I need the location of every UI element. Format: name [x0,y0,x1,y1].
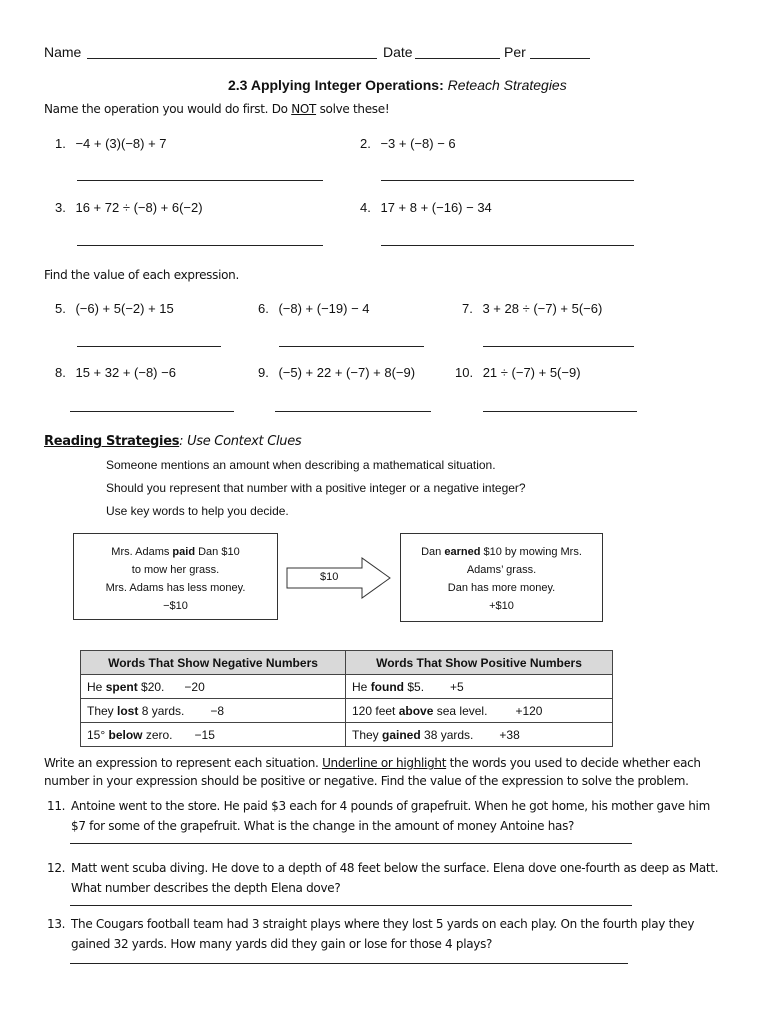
problem-1 [55,136,167,151]
right-box-line-4: +$10 [489,600,514,612]
period-field[interactable] [530,58,590,59]
word-problem-13 [47,914,727,954]
instruction-text-end: the words you used to decide whether each [446,756,701,770]
negative-header: Words That Show Negative Numbers [81,651,346,675]
reading-heading-title: Reading Strategies [44,434,180,449]
left-box-keyword: paid [172,546,196,558]
word-problem-12 [47,858,727,898]
table-row [81,723,613,747]
table-row [81,675,613,699]
reading-line-3: Use key words to help you decide. [106,504,289,518]
arrow-shape [287,558,390,598]
positive-cell [346,699,613,723]
reading-heading [44,433,301,449]
answer-line-10[interactable] [483,411,637,412]
problem-text: Matt went scuba diving. He dove to a depth of 48 feet below the surface. Elena dove one-fourth as deep as Matt. What number describes the depth Elena dove? [71,861,719,895]
answer-line-12[interactable] [70,905,632,906]
problem-10 [455,365,581,380]
problem-text: The Cougars football team had 3 straight plays where they lost 5 yards on each play. On the fourth play they gained 32 yards. How many yards did they gain or lose for those 4 plays? [71,917,695,951]
page-title [228,77,567,93]
name-field[interactable] [87,58,377,59]
answer-line-2[interactable] [381,180,634,181]
cell-value: −20 [184,679,205,694]
positive-cell [346,723,613,747]
problem-expression: (−5) + 22 + (−7) + 8(−9) [278,365,416,380]
instruction-text: Name the operation you would do first. Do [44,102,292,116]
per-label: Per [504,44,526,60]
table-row [81,699,613,723]
problem-expression: (−6) + 5(−2) + 15 [75,301,174,316]
cell-value: +5 [450,679,464,694]
cell-text: He [352,679,371,694]
problem-6 [258,301,370,316]
answer-line-4[interactable] [381,245,634,246]
reading-heading-sub: : Use Context Clues [179,434,302,449]
cell-value: −8 [210,703,225,718]
problem-3 [55,200,203,215]
instruction-text: Write an expression to represent each situation. [44,756,323,770]
cell-text: 15° [87,727,109,742]
answer-line-7[interactable] [483,346,634,347]
problem-expression: 15 + 32 + (−8) −6 [75,365,176,380]
problem-expression: −3 + (−8) − 6 [380,136,456,151]
positive-header: Words That Show Positive Numbers [346,651,613,675]
word-problem-11 [47,796,727,836]
cell-keyword: spent [105,679,138,694]
problem-text: Antoine went to the store. He paid $3 each for 4 pounds of grapefruit. When he got home, his mother gave him $7 for some of the grapefruit. What is the change in the amount of money Antoine has? [71,799,710,833]
problem-number: 11. [47,799,66,813]
left-box-text-end: Dan $10 [195,546,240,558]
cell-text-end: 8 yards. [138,703,185,718]
problem-expression: 3 + 28 ÷ (−7) + 5(−6) [482,301,603,316]
answer-line-9[interactable] [275,411,431,412]
problem-number: 10. [455,365,474,380]
instruction-not: NOT [291,102,317,116]
positive-cell [346,675,613,699]
example-left-box [73,533,278,620]
reading-line-1: Someone mentions an amount when describing a mathematical situation. [106,458,496,472]
cell-text-end: zero. [142,727,173,742]
right-box-line-3: Dan has more money. [447,582,556,594]
problem-expression: (−8) + (−19) − 4 [278,301,370,316]
answer-line-5[interactable] [77,346,221,347]
cell-value: +38 [499,727,520,742]
answer-line-11[interactable] [70,843,632,844]
cell-text-end: sea level. [433,703,488,718]
section3-instruction-line-2: number in your expression should be positive or negative. Find the value of the expression to solve the problem. [44,774,689,788]
date-label: Date [383,44,413,60]
cell-text: They [352,727,383,742]
problem-number: 9. [258,365,269,380]
answer-line-8[interactable] [70,411,234,412]
problem-number: 6. [258,301,269,316]
problem-number: 12. [47,861,66,875]
cell-keyword: below [108,727,143,742]
problem-9 [258,365,415,380]
left-box-line-3: Mrs. Adams has less money. [105,582,246,594]
cell-text-end: $20. [137,679,165,694]
name-label: Name [44,44,82,60]
instruction-text-end: solve these! [316,102,390,116]
right-box-line-1 [401,543,602,561]
cell-value: −15 [194,727,215,742]
answer-line-1[interactable] [77,180,323,181]
problem-number: 4. [360,200,371,215]
problem-2 [360,136,456,151]
left-box-line-4: −$10 [163,600,188,612]
table-header-row [81,651,613,675]
problem-4 [360,200,492,215]
problem-7 [462,301,602,316]
problem-expression: 17 + 8 + (−16) − 34 [380,200,492,215]
left-box-line-1 [74,543,277,561]
problem-expression: 21 ÷ (−7) + 5(−9) [482,365,581,380]
problem-number: 5. [55,301,66,316]
problem-number: 8. [55,365,66,380]
problem-number: 2. [360,136,371,151]
cell-text-end: $5. [404,679,425,694]
negative-cell [81,675,346,699]
section2-instruction: Find the value of each expression. [44,268,239,282]
instruction-underline: Underline or highlight [322,756,447,770]
problem-expression: 16 + 72 ÷ (−8) + 6(−2) [75,200,203,215]
keywords-table [80,650,613,747]
section3-instruction-line-1 [44,756,701,770]
problem-number: 7. [462,301,473,316]
right-box-text-end: $10 by mowing Mrs. [480,546,582,558]
answer-line-6[interactable] [279,346,424,347]
right-box-line-2: Adams’ grass. [466,564,537,576]
cell-keyword: above [398,703,434,718]
problem-5 [55,301,174,316]
right-box-text: Dan [421,546,445,558]
cell-keyword: gained [382,727,421,742]
problem-expression: −4 + (3)(−8) + 7 [75,136,167,151]
negative-cell [81,699,346,723]
problem-number: 1. [55,136,66,151]
title-sub: Reteach Strategies [447,77,567,93]
cell-keyword: found [370,679,405,694]
left-box-line-2: to mow her grass. [131,564,220,576]
title-main: 2.3 Applying Integer Operations: [228,77,444,93]
cell-value: +120 [515,703,543,718]
transfer-arrow [286,557,392,599]
cell-text-end: 38 yards. [420,727,474,742]
right-box-keyword: earned [444,546,481,558]
cell-text: They [87,703,118,718]
cell-keyword: lost [117,703,139,718]
problem-number: 13. [47,917,66,931]
problem-number: 3. [55,200,66,215]
negative-cell [81,723,346,747]
problem-8 [55,365,176,380]
date-field[interactable] [415,58,500,59]
cell-text: He [87,679,106,694]
arrow-label: $10 [320,571,339,583]
cell-text: 120 feet [352,703,399,718]
example-right-box [400,533,603,622]
answer-line-3[interactable] [77,245,323,246]
left-box-text: Mrs. Adams [111,546,173,558]
section1-instruction [44,102,389,116]
reading-line-2: Should you represent that number with a positive integer or a negative integer? [106,481,526,495]
answer-line-13[interactable] [70,963,628,964]
